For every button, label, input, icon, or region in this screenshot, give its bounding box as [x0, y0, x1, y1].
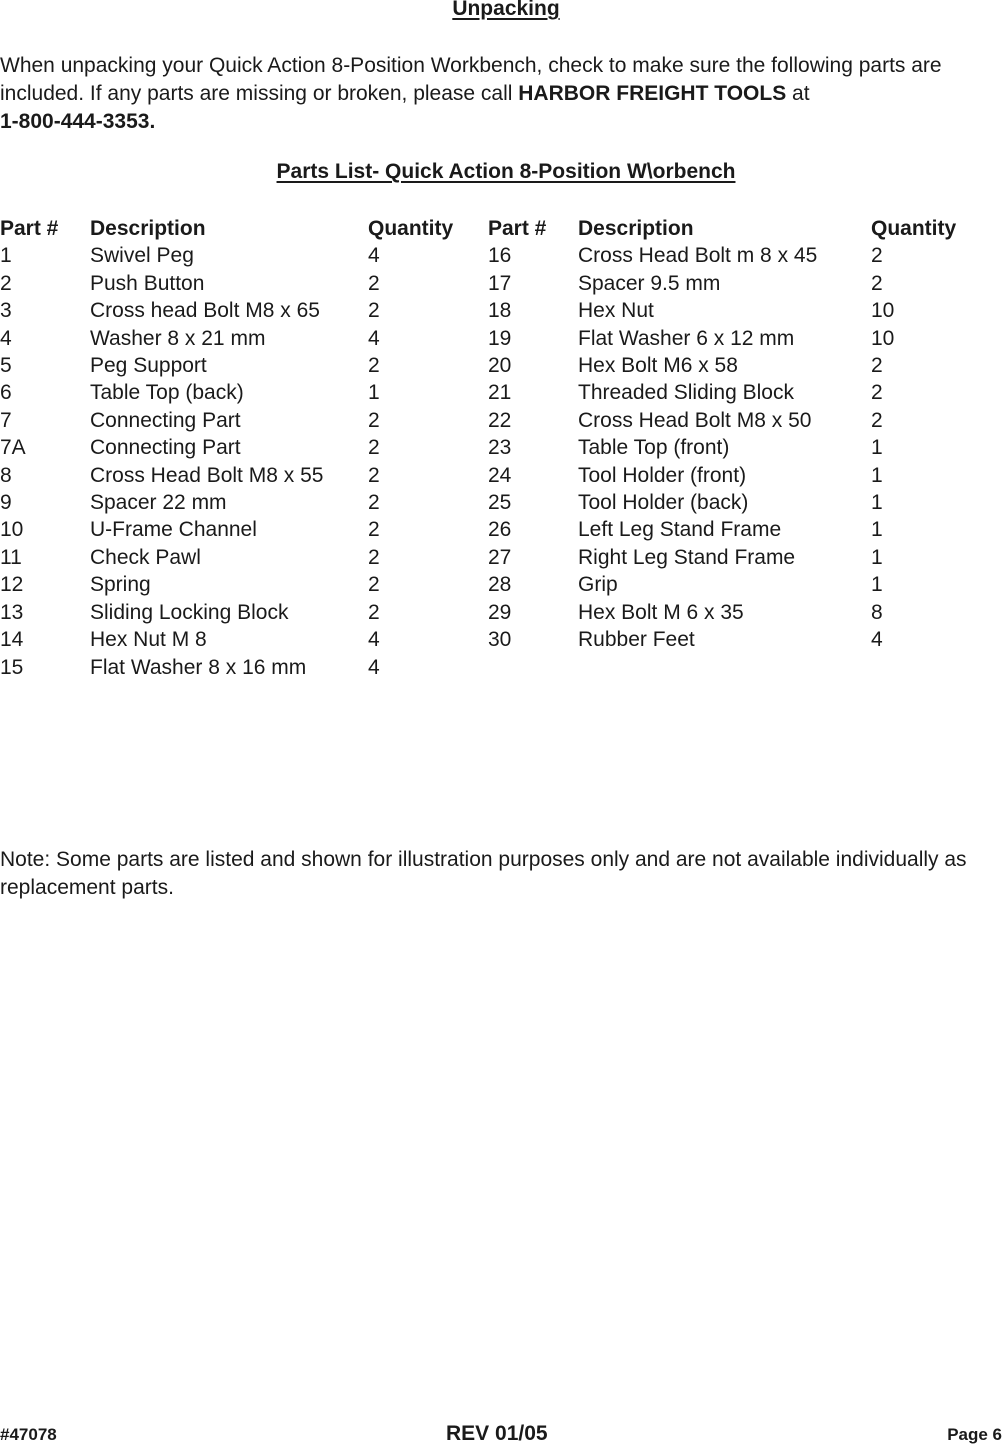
- section-heading: Unpacking: [452, 0, 560, 20]
- parts-cell-part: 10: [0, 518, 24, 542]
- parts-cell-description: Peg Support: [90, 354, 207, 378]
- right-quantity-column: [871, 215, 956, 654]
- parts-cell-part: 19: [488, 326, 512, 350]
- parts-cell-description: Spring: [90, 573, 151, 597]
- parts-cell-description: Sliding Locking Block: [90, 600, 289, 624]
- revision-label: REV 01/05: [446, 1422, 548, 1445]
- parts-cell-description: Hex Bolt M6 x 58: [578, 354, 738, 378]
- left-quantity-cells: [368, 242, 453, 681]
- parts-cell-part: 12: [0, 573, 24, 597]
- parts-cell-description: Left Leg Stand Frame: [578, 518, 782, 542]
- parts-cell-part: 5: [0, 354, 12, 378]
- parts-cell-part: 7A: [0, 436, 26, 460]
- parts-cell-description: Flat Washer 8 x 16 mm: [90, 655, 307, 679]
- parts-cell-description: Connecting Part: [90, 436, 241, 460]
- parts-cell-part: 13: [0, 600, 24, 624]
- parts-cell-part: 11: [0, 545, 22, 569]
- parts-cell-description: Washer 8 x 21 mm: [90, 326, 266, 350]
- parts-cell-part: 29: [488, 600, 512, 624]
- parts-cell-description: Rubber Feet: [578, 628, 695, 652]
- phone-number: 1-800-444-3353.: [0, 110, 156, 133]
- parts-cell-description: Cross Head Bolt m 8 x 45: [578, 244, 818, 268]
- parts-cell-part: 23: [488, 436, 512, 460]
- parts-cell-part: 3: [0, 299, 12, 323]
- note-paragraph: Note: Some parts are listed and shown for illustration purposes only and are not available individually as replacement parts.: [0, 848, 967, 899]
- parts-cell-description: Connecting Part: [90, 408, 241, 432]
- parts-cell-part: 1: [0, 244, 12, 268]
- parts-cell-part: 15: [0, 655, 24, 679]
- parts-cell-part: 14: [0, 628, 24, 652]
- parts-cell-part: 18: [488, 299, 512, 323]
- parts-cell-quantity: 8: [871, 600, 883, 624]
- parts-cell-description: U-Frame Channel: [90, 518, 257, 542]
- parts-cell-quantity: 1: [871, 518, 883, 542]
- right-description-cells: [578, 242, 817, 653]
- parts-cell-part: 28: [488, 573, 512, 597]
- parts-cell-quantity: 4: [368, 628, 380, 652]
- parts-cell-quantity: 4: [871, 628, 883, 652]
- parts-cell-description: Push Button: [90, 271, 205, 295]
- parts-cell-description: Right Leg Stand Frame: [578, 545, 796, 569]
- model-number: #47078: [0, 1425, 57, 1444]
- parts-cell-description: Hex Nut M 8: [90, 628, 207, 652]
- left-part-column: [0, 215, 58, 681]
- parts-cell-quantity: 2: [368, 491, 380, 515]
- parts-cell-part: 2: [0, 271, 12, 295]
- parts-cell-quantity: 1: [368, 381, 380, 405]
- parts-cell-quantity: 1: [871, 463, 883, 487]
- parts-cell-quantity: 10: [871, 326, 895, 350]
- parts-cell-quantity: 2: [368, 436, 380, 460]
- parts-cell-part: 8: [0, 463, 12, 487]
- parts-cell-description: Tool Holder (back): [578, 491, 749, 515]
- parts-cell-part: 21: [488, 381, 512, 405]
- parts-cell-part: 26: [488, 518, 512, 542]
- parts-cell-quantity: 2: [368, 545, 380, 569]
- parts-cell-description: Spacer 9.5 mm: [578, 271, 721, 295]
- parts-cell-quantity: 1: [871, 436, 883, 460]
- intro-paragraph: [0, 52, 1000, 136]
- parts-cell-description: Spacer 22 mm: [90, 491, 227, 515]
- parts-cell-part: 24: [488, 463, 512, 487]
- parts-cell-part: 22: [488, 408, 512, 432]
- parts-list-title: Parts List- Quick Action 8-Position W\orbench: [276, 160, 736, 183]
- parts-cell-description: Swivel Peg: [90, 244, 194, 268]
- parts-cell-quantity: 4: [368, 326, 380, 350]
- parts-cell-quantity: 2: [871, 244, 883, 268]
- parts-cell-quantity: 2: [368, 518, 380, 542]
- parts-cell-quantity: 4: [368, 244, 380, 268]
- left-description-cells: [90, 242, 323, 681]
- description-header: Description: [90, 217, 206, 240]
- parts-cell-quantity: 10: [871, 299, 895, 323]
- right-description-column: [578, 215, 817, 654]
- parts-cell-part: 30: [488, 628, 512, 652]
- intro-text-middle: at: [786, 82, 810, 105]
- right-part-column: [488, 215, 546, 654]
- parts-cell-quantity: 2: [368, 408, 380, 432]
- parts-cell-part: 7: [0, 408, 12, 432]
- parts-cell-part: 17: [488, 271, 512, 295]
- parts-cell-description: Table Top (back): [90, 381, 244, 405]
- left-description-column: [90, 215, 323, 681]
- parts-cell-quantity: 2: [368, 463, 380, 487]
- parts-cell-description: Cross head Bolt M8 x 65: [90, 299, 320, 323]
- parts-cell-description: Threaded Sliding Block: [578, 381, 794, 405]
- parts-cell-quantity: 2: [368, 354, 380, 378]
- parts-cell-quantity: 2: [368, 299, 380, 323]
- parts-cell-part: 20: [488, 354, 512, 378]
- parts-cell-quantity: 2: [368, 271, 380, 295]
- parts-cell-quantity: 2: [368, 600, 380, 624]
- parts-cell-part: 16: [488, 244, 512, 268]
- parts-cell-quantity: 4: [368, 655, 380, 679]
- quantity-header: Quantity: [871, 217, 957, 240]
- parts-cell-quantity: 2: [871, 354, 883, 378]
- intro-text: When unpacking your Quick Action 8-Position Workbench, check to make sure the following parts are included. If any parts are missing or broken, please call: [0, 54, 942, 105]
- parts-cell-quantity: 2: [871, 408, 883, 432]
- right-part-cells: [488, 242, 546, 653]
- parts-cell-quantity: 2: [871, 271, 883, 295]
- left-part-cells: [0, 242, 58, 681]
- parts-cell-part: 25: [488, 491, 512, 515]
- parts-cell-description: Hex Nut: [578, 299, 654, 323]
- parts-cell-quantity: 2: [368, 573, 380, 597]
- parts-cell-quantity: 2: [871, 381, 883, 405]
- parts-cell-description: Cross Head Bolt M8 x 50: [578, 408, 812, 432]
- left-quantity-column: [368, 215, 453, 681]
- company-name: HARBOR FREIGHT TOOLS: [518, 82, 787, 105]
- part-header: Part #: [488, 217, 547, 240]
- parts-cell-part: 6: [0, 381, 12, 405]
- parts-cell-part: 9: [0, 491, 12, 515]
- parts-cell-quantity: 1: [871, 545, 883, 569]
- parts-cell-quantity: 1: [871, 491, 883, 515]
- parts-cell-description: Table Top (front): [578, 436, 730, 460]
- parts-cell-part: 4: [0, 326, 12, 350]
- quantity-header: Quantity: [368, 217, 454, 240]
- parts-cell-part: 27: [488, 545, 512, 569]
- parts-cell-description: Check Pawl: [90, 545, 201, 569]
- page-number: Page 6: [947, 1425, 1002, 1444]
- parts-cell-description: Cross Head Bolt M8 x 55: [90, 463, 324, 487]
- parts-cell-description: Flat Washer 6 x 12 mm: [578, 326, 795, 350]
- parts-cell-description: Hex Bolt M 6 x 35: [578, 600, 744, 624]
- right-quantity-cells: [871, 242, 956, 653]
- description-header: Description: [578, 217, 694, 240]
- part-header: Part #: [0, 217, 59, 240]
- parts-cell-quantity: 1: [871, 573, 883, 597]
- parts-cell-description: Tool Holder (front): [578, 463, 747, 487]
- parts-cell-description: Grip: [578, 573, 618, 597]
